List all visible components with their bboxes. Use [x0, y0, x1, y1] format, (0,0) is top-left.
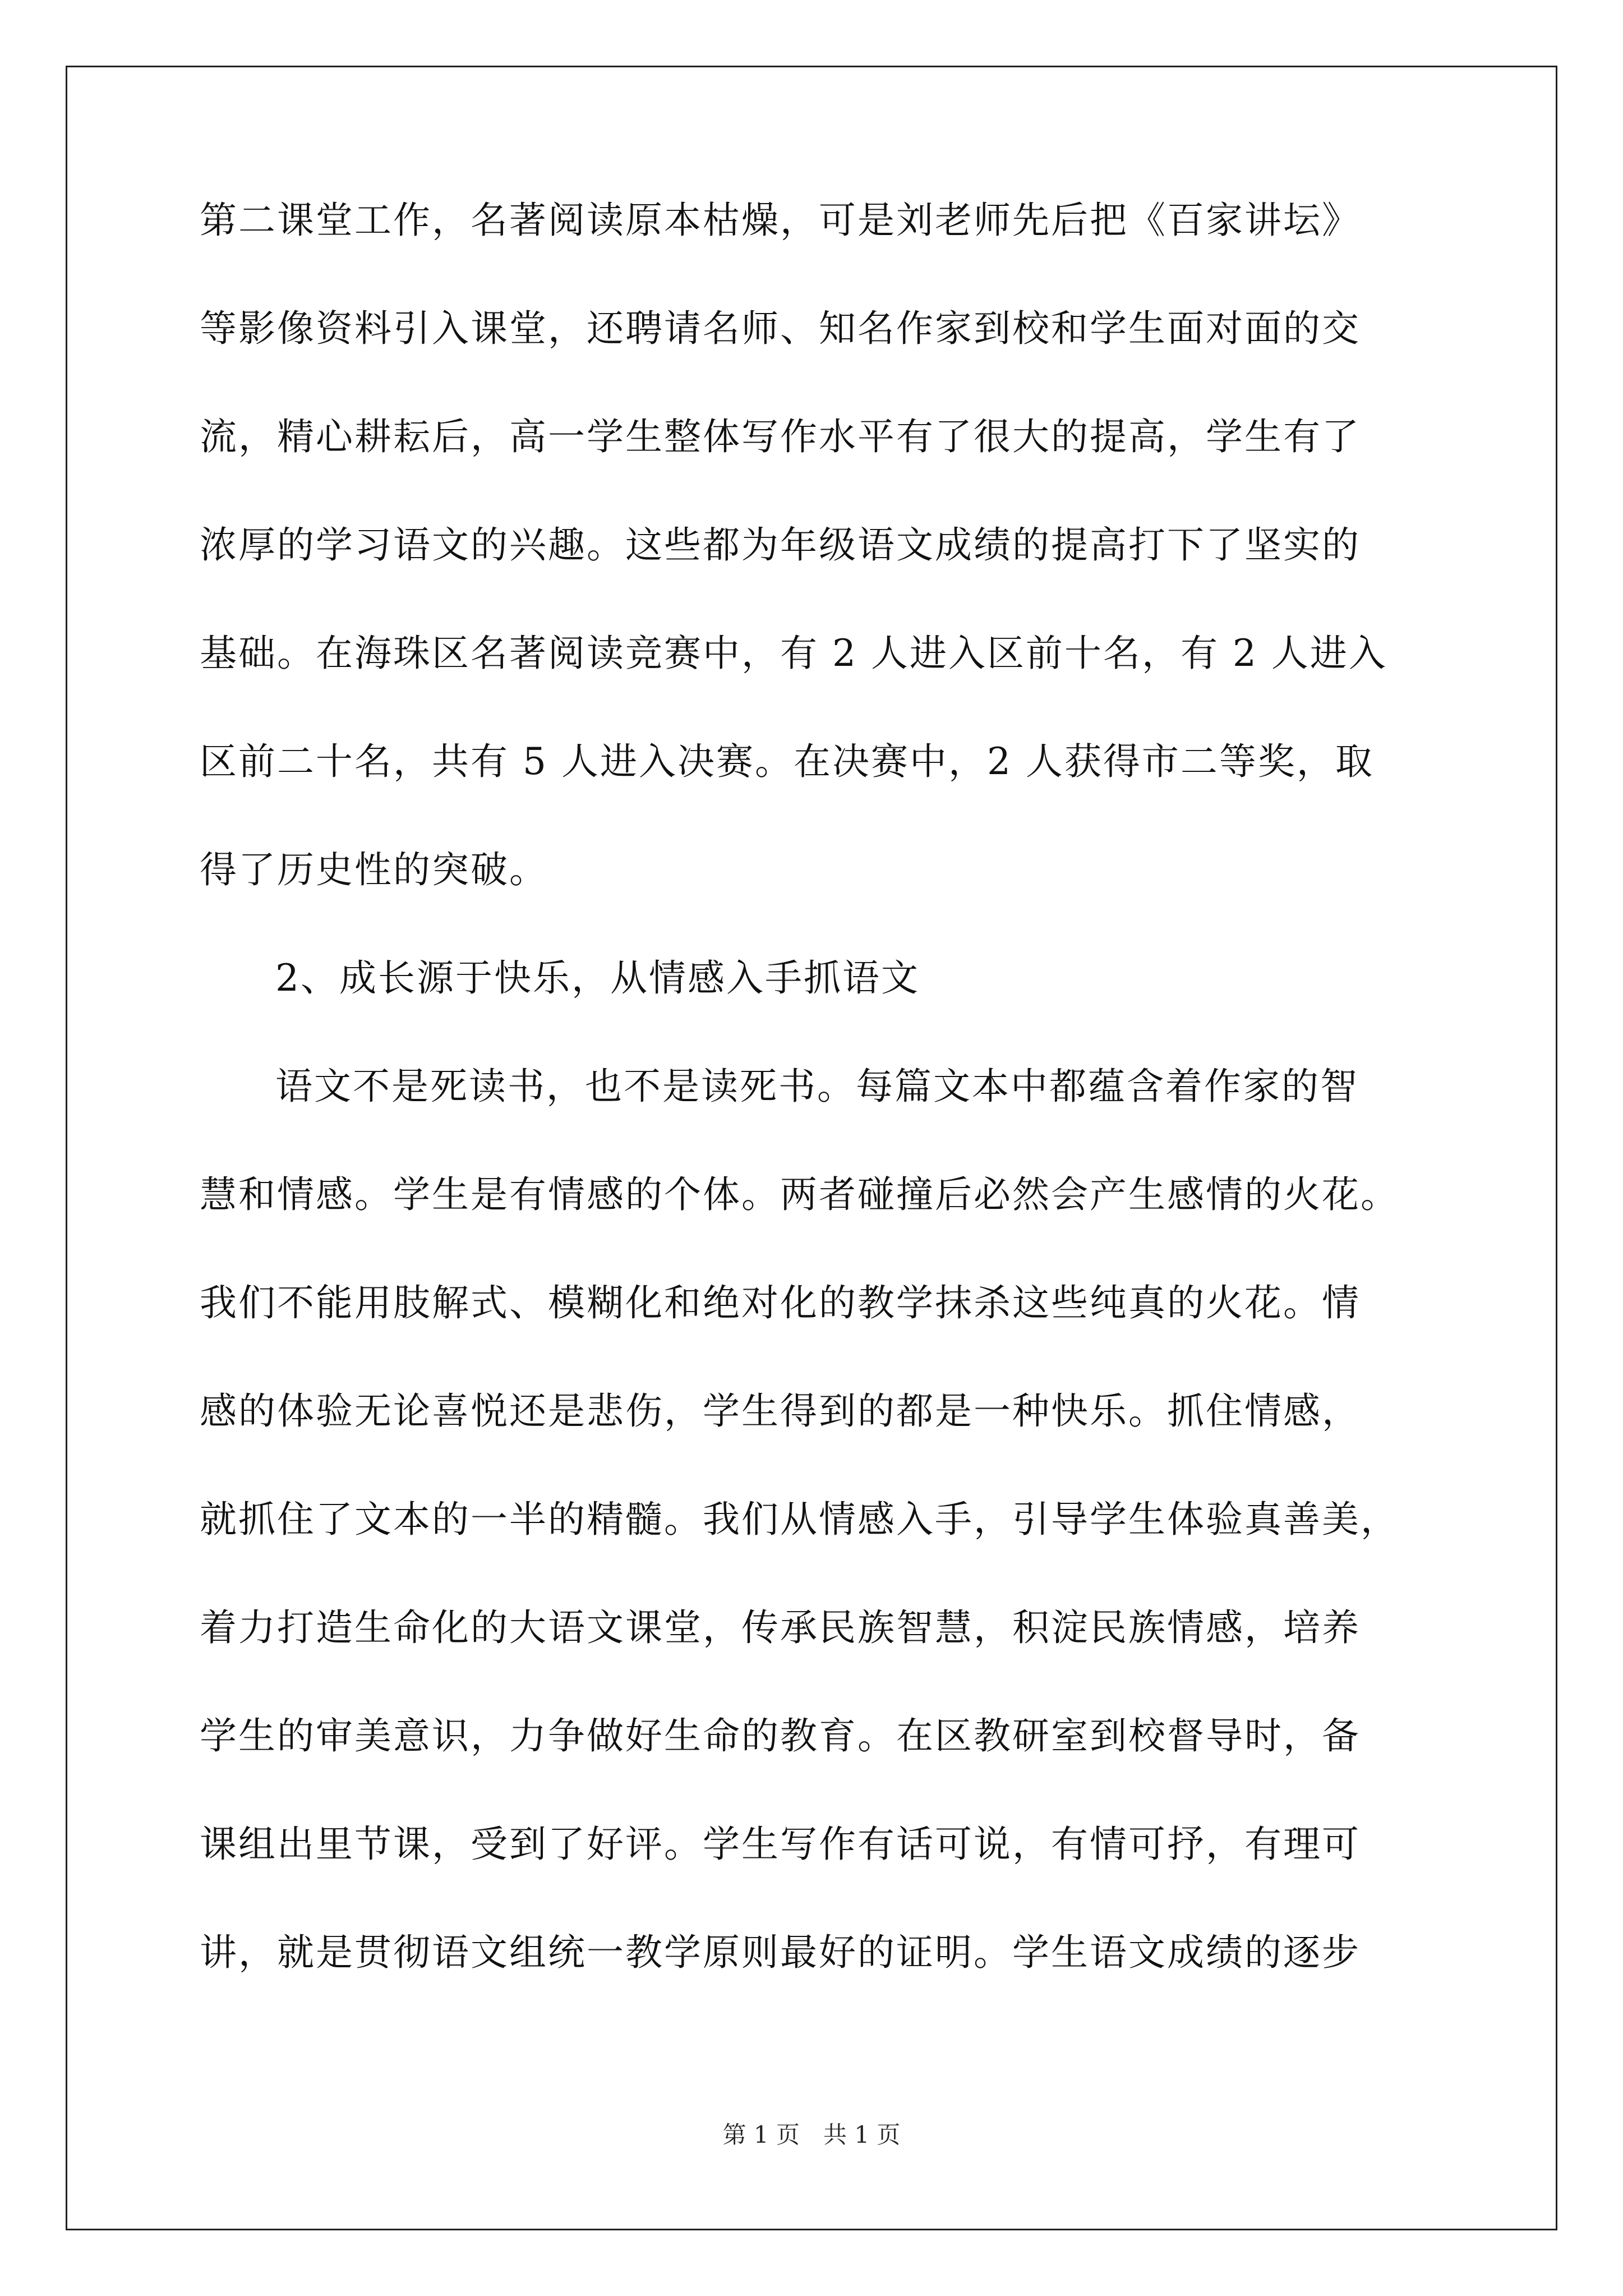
paragraph-line: 就抓住了文本的一半的精髓。我们从情感入手，引导学生体验真善美，: [200, 1498, 1399, 1541]
paragraph-line: 流，精心耕耘后，高一学生整体写作水平有了很大的提高，学生有了: [200, 415, 1361, 458]
paragraph-line: 我们不能用肢解式、模糊化和绝对化的教学抹杀这些纯真的火花。情: [200, 1281, 1361, 1324]
paragraph-line: 语文不是死读书，也不是读死书。每篇文本中都蕴含着作家的智: [275, 1065, 1359, 1108]
section-heading: 2、成长源于快乐，从情感入手抓语文: [275, 956, 920, 1000]
paragraph-line: 区前二十名，共有 5 人进入决赛。在决赛中，2 人获得市二等奖，取: [200, 740, 1374, 783]
paragraph-line: 基础。在海珠区名著阅读竞赛中，有 2 人进入区前十名，有 2 人进入: [200, 632, 1387, 675]
paragraph-line: 学生的审美意识，力争做好生命的教育。在区教研室到校督导时，备: [200, 1714, 1361, 1757]
paragraph-line: 浓厚的学习语文的兴趣。这些都为年级语文成绩的提高打下了坚实的: [200, 523, 1361, 567]
paragraph-line: 课组出里节课，受到了好评。学生写作有话可说，有情可抒，有理可: [200, 1823, 1361, 1866]
paragraph-line: 得了历史性的突破。: [200, 848, 548, 891]
paragraph-line: 感的体验无论喜悦还是悲伤，学生得到的都是一种快乐。抓住情感，: [200, 1389, 1361, 1433]
paragraph-line: 第二课堂工作，名著阅读原本枯燥，可是刘老师先后把《百家讲坛》: [200, 199, 1361, 242]
paragraph-line: 讲，就是贯彻语文组统一教学原则最好的证明。学生语文成绩的逐步: [200, 1931, 1361, 1974]
document-body: [200, 191, 1433, 2031]
paragraph-line: 着力打造生命化的大语文课堂，传承民族智慧，积淀民族情感，培养: [200, 1606, 1361, 1649]
paragraph-line: 慧和情感。学生是有情感的个体。两者碰撞后必然会产生感情的火花。: [200, 1173, 1399, 1216]
page-number-footer: 第 1 页 共 1 页: [722, 2121, 901, 2148]
paragraph-line: 等影像资料引入课堂，还聘请名师、知名作家到校和学生面对面的交: [200, 307, 1361, 350]
